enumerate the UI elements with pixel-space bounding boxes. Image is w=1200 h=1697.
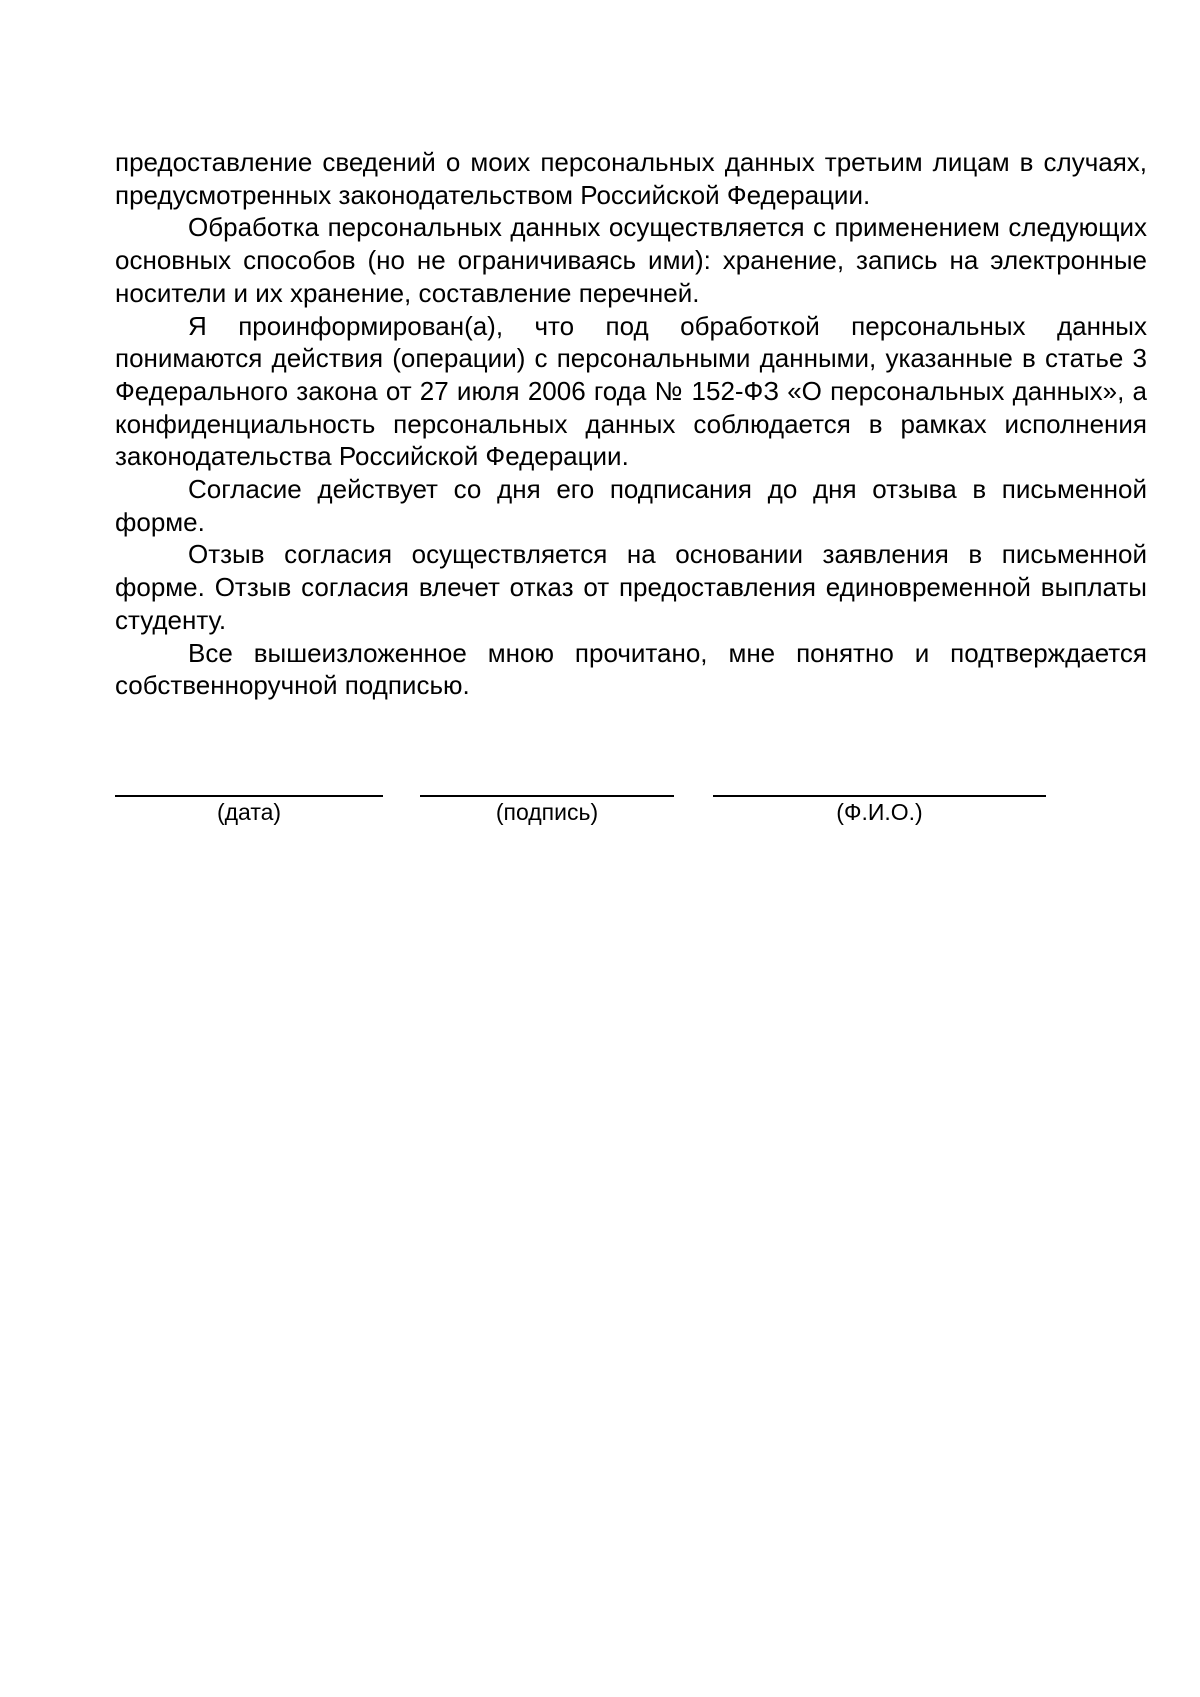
paragraph-withdrawal: Отзыв согласия осуществляется на основании заявления в письменной форме. Отзыв согласия влечет отказ от предоставления единовременной выплаты студенту. bbox=[115, 539, 1147, 635]
paragraph-confirmation: Все вышеизложенное мною прочитано, мне понятно и подтверждается собственноручной подписью. bbox=[115, 637, 1147, 701]
full-name-label: (Ф.И.О.) bbox=[836, 799, 923, 825]
paragraph-validity: Согласие действует со дня его подписания до дня отзыва в письменной форме. bbox=[115, 474, 1147, 537]
paragraph-processing-methods: Обработка персональных данных осуществляется с применением следующих основных способов (но не ограничиваясь ими): хранение, запись на электронные носители и их хранение, составление перечней. bbox=[115, 212, 1147, 308]
continuation-paragraph: предоставление сведений о моих персональных данных третьим лицам в случаях, предусмотренных законодательством Российской Федерации. bbox=[115, 147, 1147, 210]
signature-label: (подпись) bbox=[495, 799, 599, 825]
full-name-line bbox=[713, 795, 1046, 797]
date-label: (дата) bbox=[216, 799, 282, 825]
signature-line bbox=[420, 795, 674, 797]
document-body bbox=[115, 146, 1147, 702]
date-line bbox=[115, 795, 383, 797]
paragraph-informed: Я проинформирован(а), что под обработкой персональных данных понимаются действия (операции) с персональными данными, указанные в статье 3 Федерального закона от 27 июля 2006 года № 152-ФЗ «О персональных данных», а конфиденциальность персональных данных соблюдается в рамках исполнения законодательства Российской Федерации. bbox=[115, 310, 1147, 472]
